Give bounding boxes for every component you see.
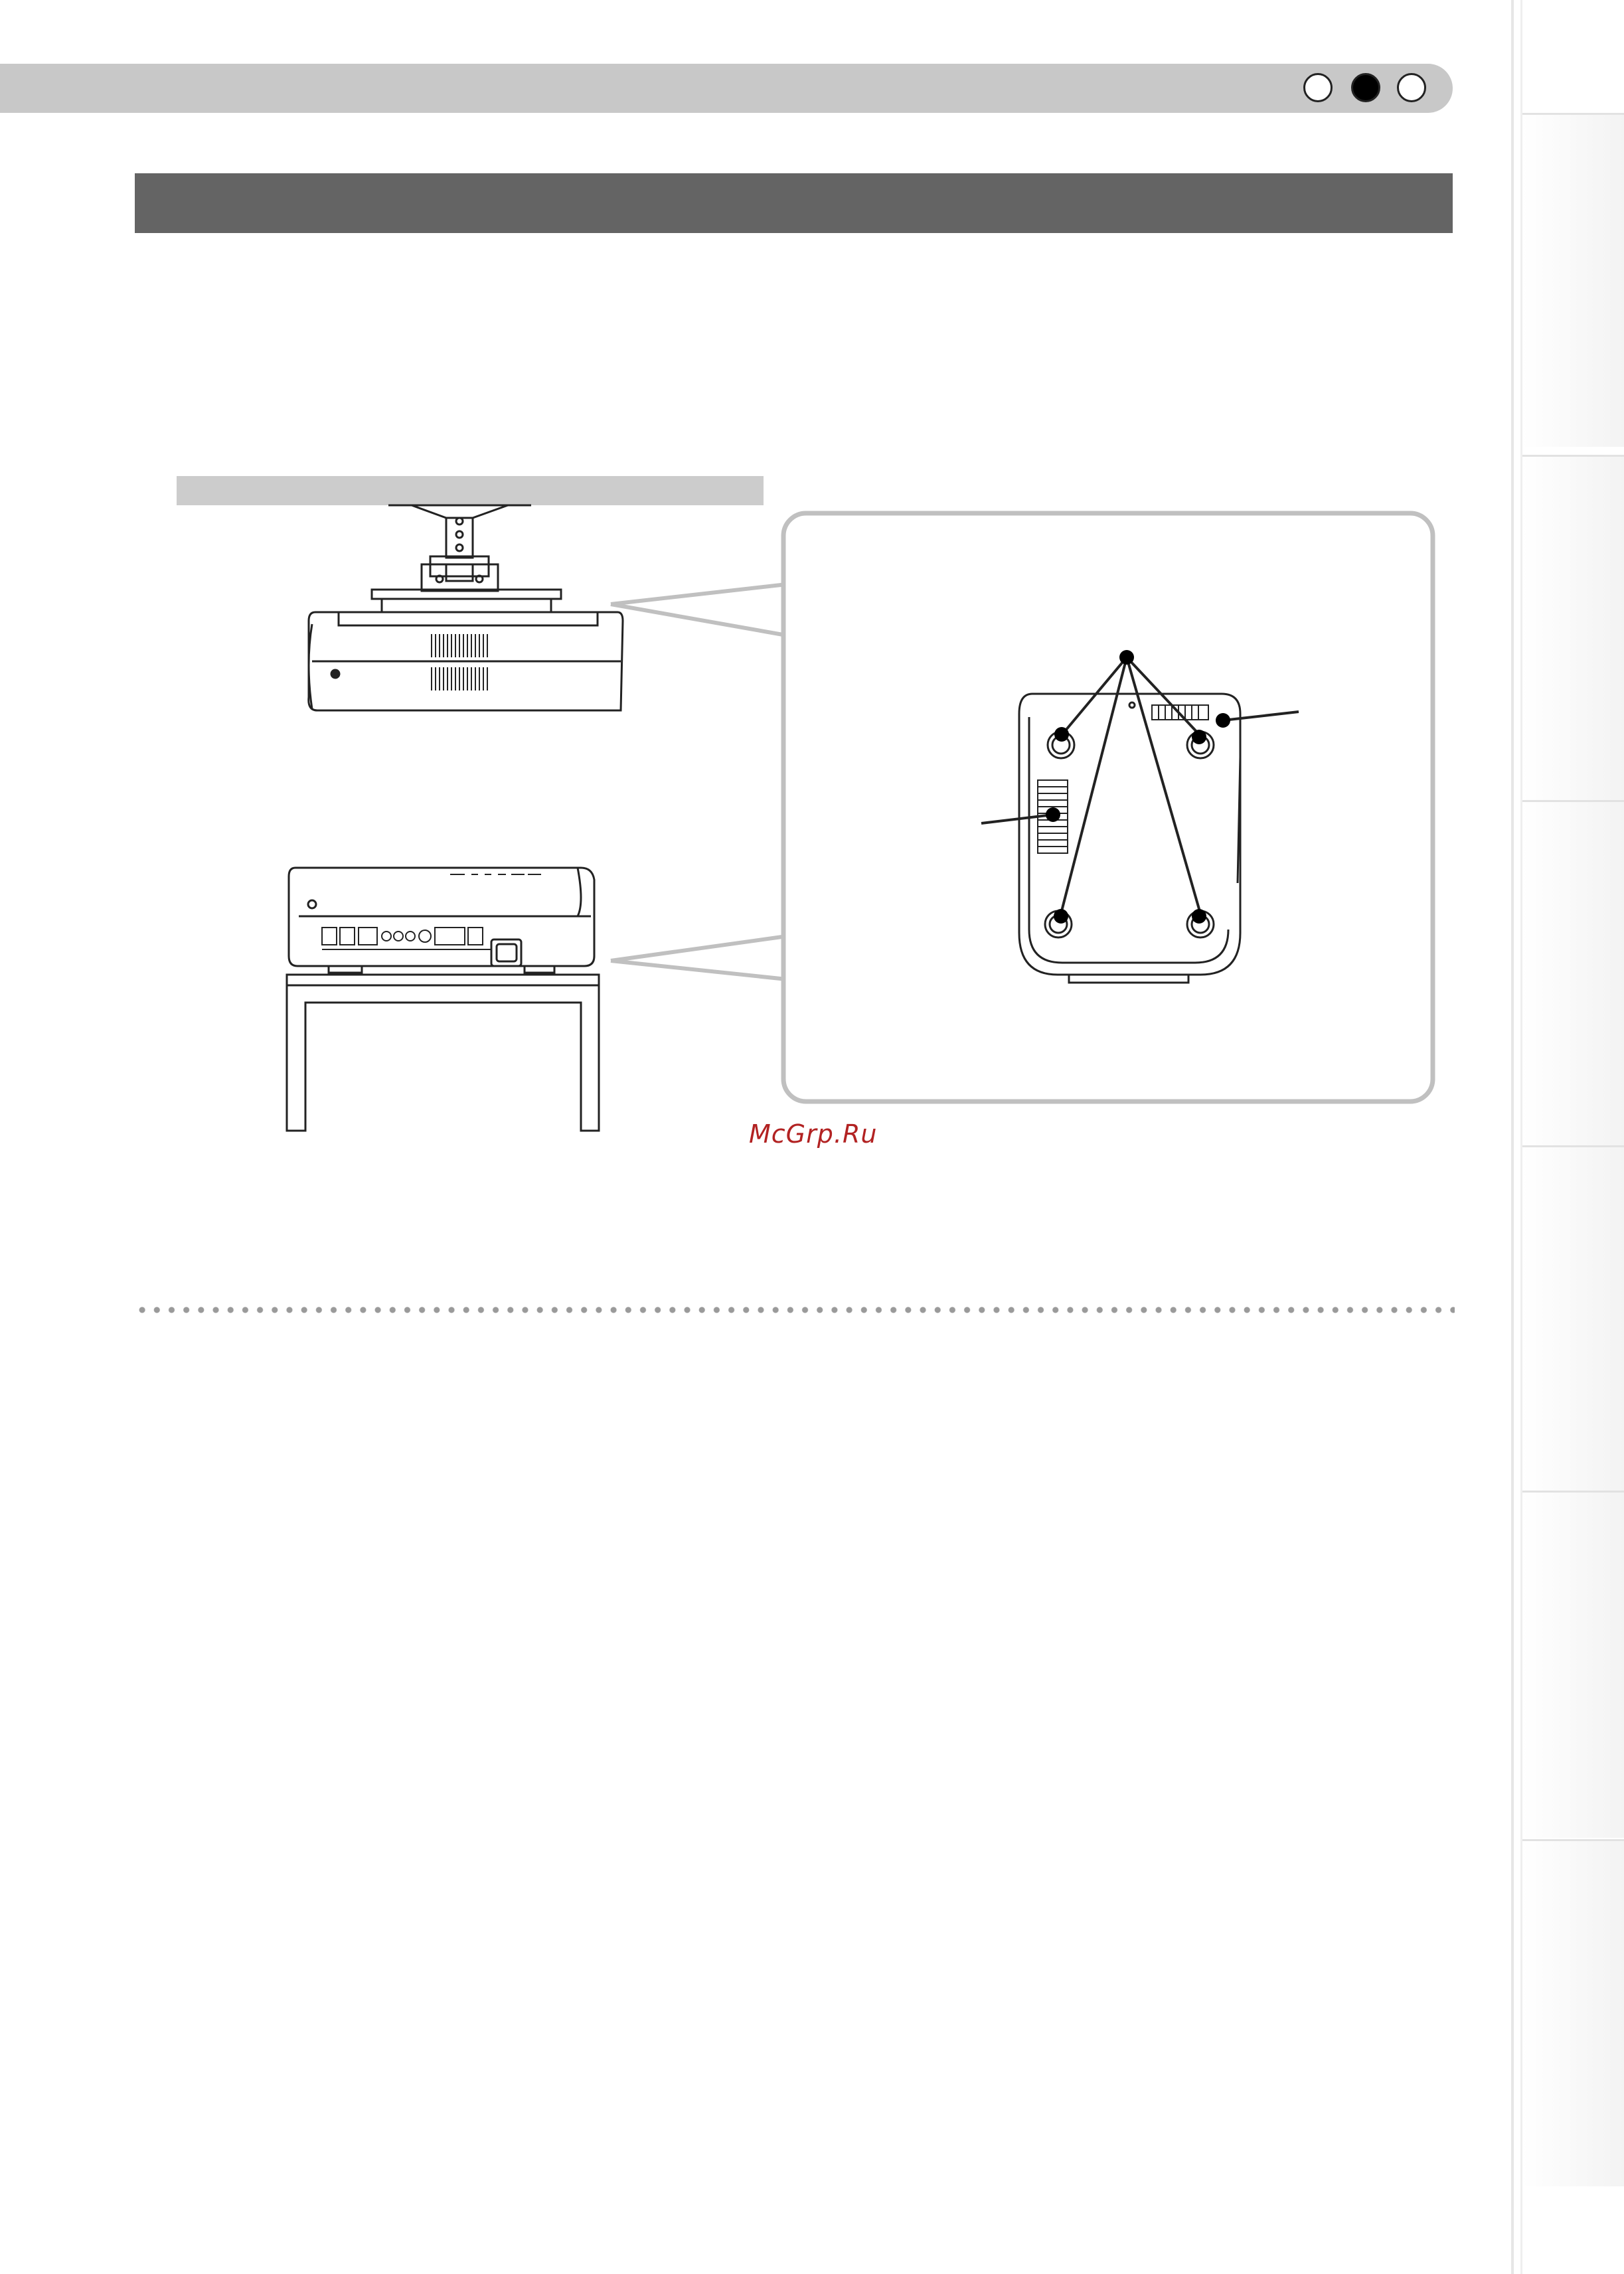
- ceiling-mount-projector-icon: [309, 505, 623, 710]
- dotted-separator: [135, 1306, 1455, 1314]
- watermark-text: McGrp.Ru: [749, 1119, 878, 1149]
- callout-box: [783, 513, 1433, 1101]
- table-mounted-projector-icon: [287, 868, 599, 1131]
- callout-connector-lines: [611, 584, 787, 979]
